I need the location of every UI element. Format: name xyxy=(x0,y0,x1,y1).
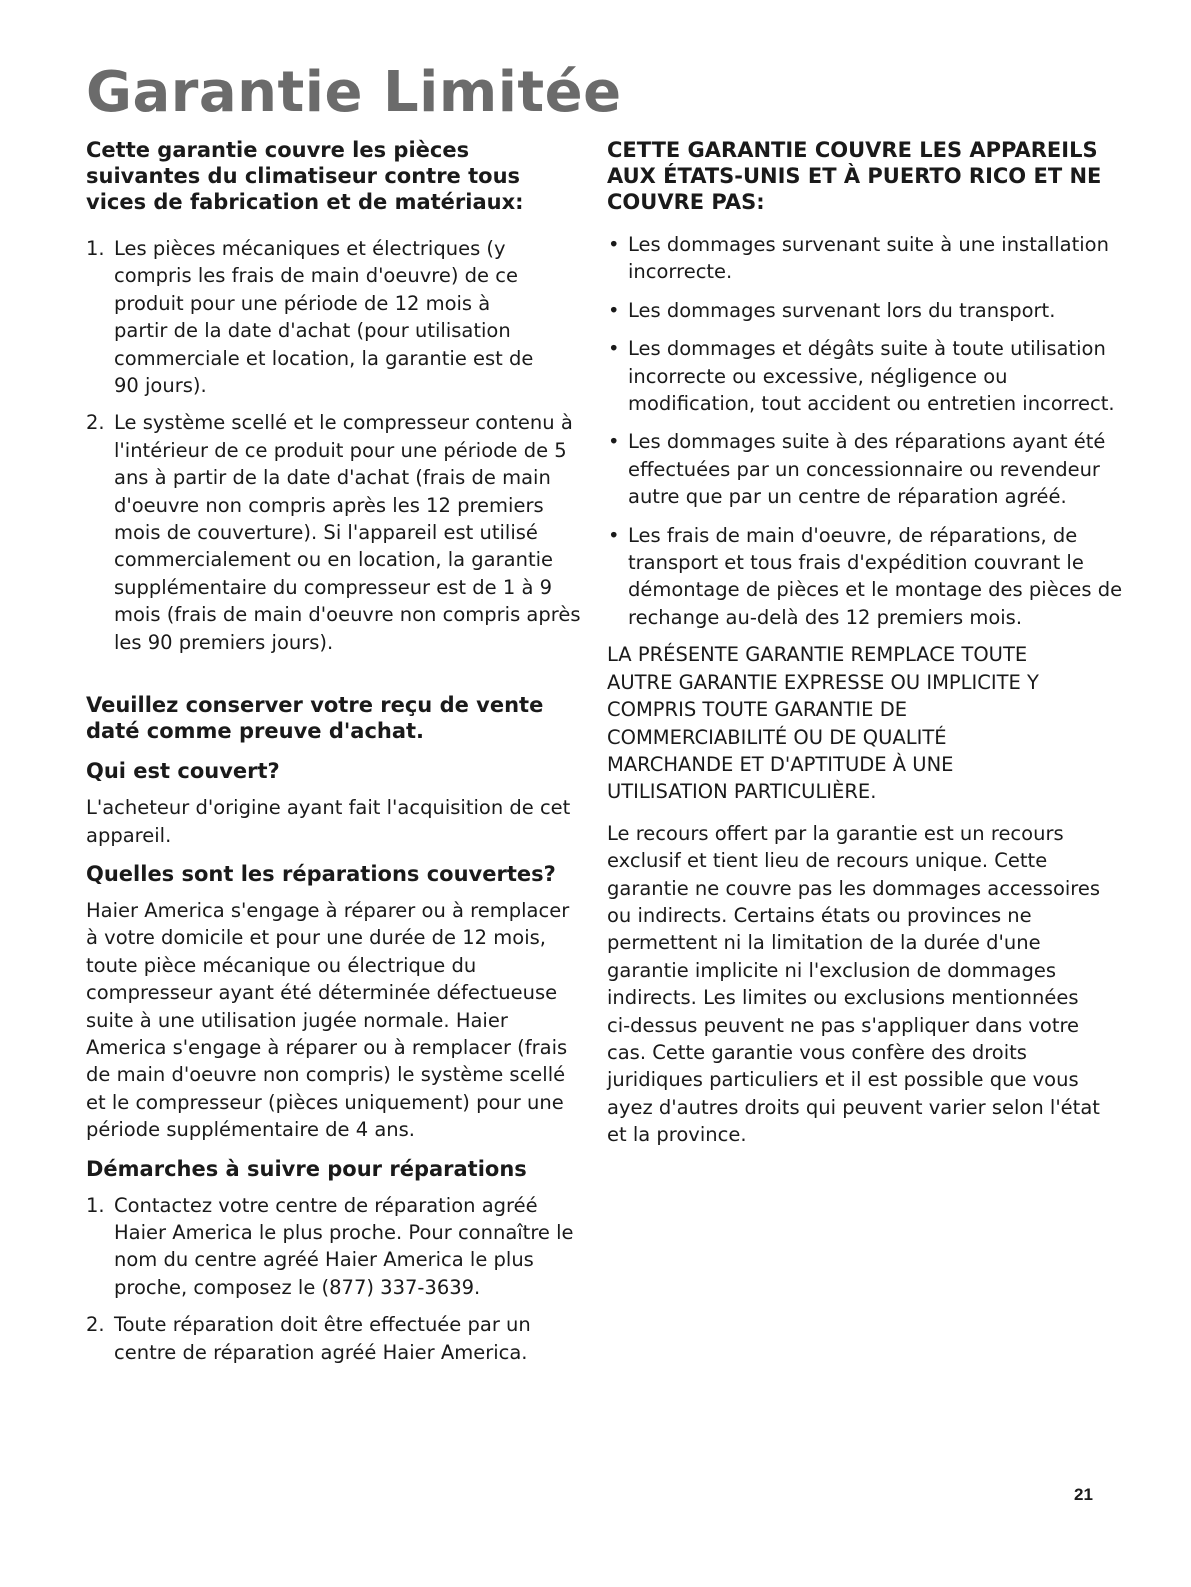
list-number: 1. xyxy=(86,1193,105,1217)
right-column xyxy=(607,137,1123,1149)
who-heading: Qui est couvert? xyxy=(86,759,280,784)
list-item xyxy=(86,235,534,399)
list-item xyxy=(607,231,1128,286)
repairs-text: Haier America s'engage à réparer ou à remplacer à votre domicile et pour une durée de 12 mois, toute pièce mécanique ou électrique du compresseur ayant été déterminée défectueuse suite à une utilisation jugée normale. Haier America s'engage à réparer ou à remplacer (frais de main d'oeuvre non compris) le système scellé et le compresseur (pièces uniquement) pour une période supplémentaire de 4 ans. xyxy=(86,898,570,1142)
list-item xyxy=(607,297,1128,324)
bullet: • xyxy=(608,430,620,454)
list-item xyxy=(86,1311,584,1366)
page-title: Garantie Limitée xyxy=(86,60,622,125)
bullet: • xyxy=(608,233,620,256)
exclusions-list xyxy=(607,231,1123,631)
list-item-text: Le système scellé et le compresseur contenu à l'intérieur de ce produit pour une période de 5 ans à partir de la date d'achat (frais de main d'oeuvre non compris après les 12 premiers mois de couverture). Si l'appareil est utilisé commercialement ou en location, la garantie supplémentaire du compresseur est de 1 à 9 mois (frais de main d'oeuvre non compris après les 90 premiers jours). xyxy=(114,411,581,654)
coverage-heading: Cette garantie couvre les pièces suivantes du climatiseur contre tous vices de fabrication et de matériaux: xyxy=(86,138,524,214)
list-item-text: Les pièces mécaniques et électriques (y compris les frais de main d'oeuvre) de ce produit pour une période de 12 mois à partir de la date d'achat (pour utilisation commerciale et location, la garantie est de 90 jours). xyxy=(114,237,534,398)
list-item xyxy=(86,409,584,656)
bullet: • xyxy=(608,523,620,547)
list-number: 1. xyxy=(86,237,105,260)
bullet: • xyxy=(608,337,620,361)
list-item-text: Les dommages suite à des réparations ayant été effectuées par un concessionnaire ou revendeur autre que par un centre de réparation agréé. xyxy=(628,430,1106,509)
steps-heading: Démarches à suivre pour réparations xyxy=(86,1156,527,1181)
bullet: • xyxy=(608,298,620,322)
who-text: L'acheteur d'origine ayant fait l'acquisition de cet appareil. xyxy=(86,796,571,847)
recourse-text: Le recours offert par la garantie est un recours exclusif et tient lieu de recours unique. Cette garantie ne couvre pas les dommages accessoires ou indirects. Certains états ou provinces ne permettent ni la limitation de la durée d'une garantie implicite ni l'exclusion de dommages indirects. Les limites ou exclusions mentionnées ci-dessus peuvent ne pas s'appliquer dans votre cas. Cette garantie vous confère des droits juridiques particuliers et il est possible que vous ayez d'autres droits qui peuvent varier selon l'état et la province. xyxy=(607,821,1101,1147)
left-column xyxy=(86,137,586,1366)
list-number: 2. xyxy=(86,1313,105,1337)
page-number: 21 xyxy=(1074,1485,1093,1504)
list-item-text: Les dommages et dégâts suite à toute utilisation incorrecte ou excessive, négligence ou modification, tout accident ou entretien incorrect. xyxy=(628,337,1115,416)
list-item-text: Les dommages survenant lors du transport. xyxy=(628,298,1056,322)
list-item-text: Contactez votre centre de réparation agréé Haier America le plus proche. Pour connaître le nom du centre agréé Haier America le plus proche, composez le (877) 337-3639. xyxy=(114,1193,574,1299)
list-item xyxy=(86,1192,584,1302)
list-item-text: Les dommages survenant suite à une installation incorrecte. xyxy=(628,233,1109,284)
list-item xyxy=(607,428,1108,510)
coverage-list xyxy=(86,235,586,656)
replace-warranty-text: LA PRÉSENTE GARANTIE REMPLACE TOUTE AUTRE GARANTIE EXPRESSE OU IMPLICITE Y COMPRIS TOUTE GARANTIE DE COMMERCIABILITÉ OU DE QUALITÉ MARCHANDE ET D'APTITUDE À UNE UTILISATION PARTICULIÈRE. xyxy=(607,643,1039,804)
repairs-heading: Quelles sont les réparations couvertes? xyxy=(86,861,556,886)
steps-list xyxy=(86,1192,586,1366)
exclusions-heading: CETTE GARANTIE COUVRE LES APPAREILS AUX ÉTATS-UNIS ET À PUERTO RICO ET NE COUVRE PAS: xyxy=(607,138,1102,214)
receipt-heading: Veuillez conserver votre reçu de vente daté comme preuve d'achat. xyxy=(86,693,544,744)
list-item xyxy=(607,335,1118,417)
list-item-text: Toute réparation doit être effectuée par un centre de réparation agréé Haier America. xyxy=(114,1313,531,1364)
list-item-text: Les frais de main d'oeuvre, de réparations, de transport et tous frais d'expédition couvrant le démontage de pièces et le montage des pièces de rechange au-delà des 12 premiers mois. xyxy=(628,523,1123,629)
list-item xyxy=(607,522,1128,632)
list-number: 2. xyxy=(86,411,105,435)
